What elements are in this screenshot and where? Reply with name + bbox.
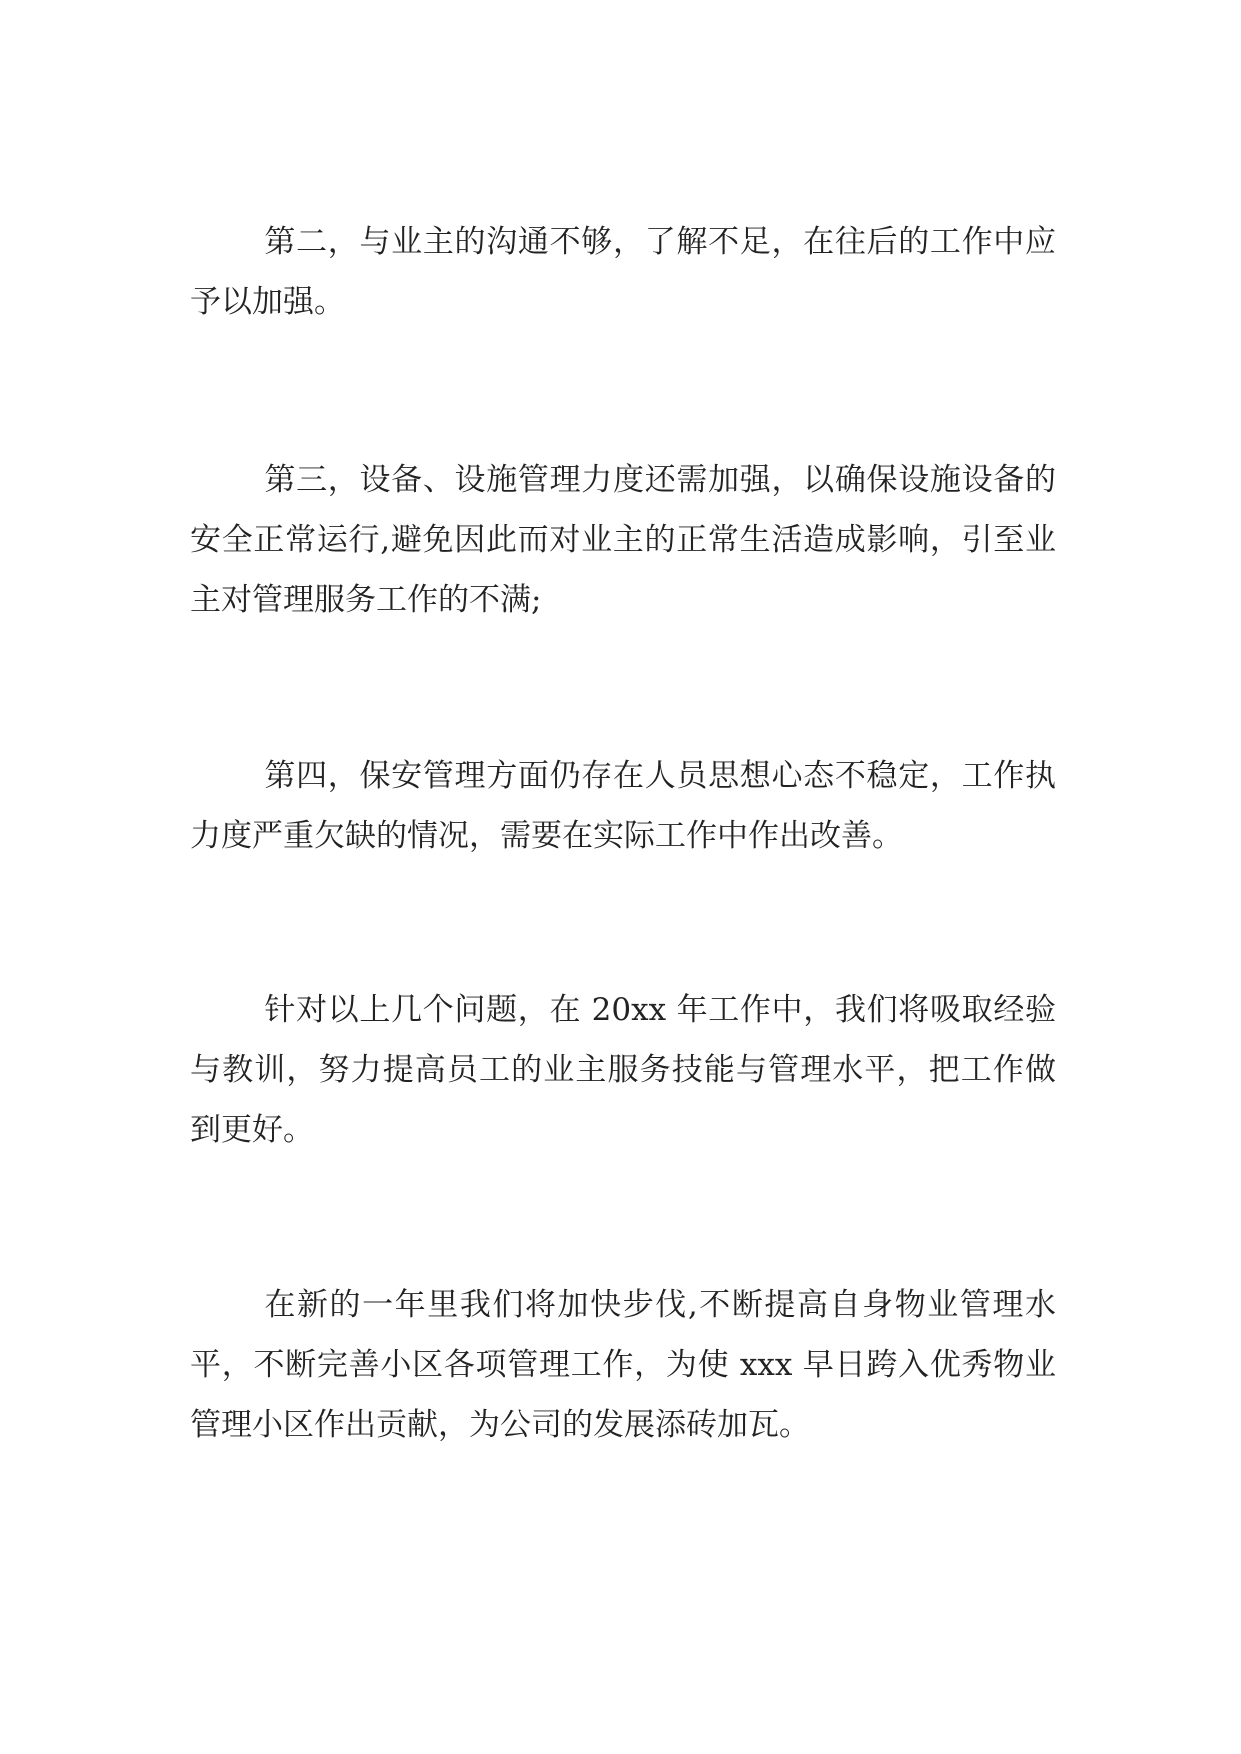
- paragraph-second-point: 第二，与业主的沟通不够，了解不足，在往后的工作中应予以加强。: [190, 224, 1056, 320]
- paragraph-new-year-goal: 在新的一年里我们将加快步伐,不断提高自身物业管理水平，不断完善小区各项管理工作，为使 xxx 早日跨入优秀物业管理小区作出贡献，为公司的发展添砖加瓦。: [190, 1287, 1056, 1443]
- paragraph-third-point: 第三，设备、设施管理力度还需加强，以确保设施设备的安全正常运行,避免因此而对业主的正常生活造成影响，引至业主对管理服务工作的不满;: [190, 462, 1056, 618]
- paragraph-improvement-plan: 针对以上几个问题，在 20xx 年工作中，我们将吸取经验与教训，努力提高员工的业主服务技能与管理水平，把工作做到更好。: [190, 992, 1056, 1148]
- paragraph-fourth-point: 第四，保安管理方面仍存在人员思想心态不稳定，工作执力度严重欠缺的情况，需要在实际工作中作出改善。: [190, 758, 1056, 854]
